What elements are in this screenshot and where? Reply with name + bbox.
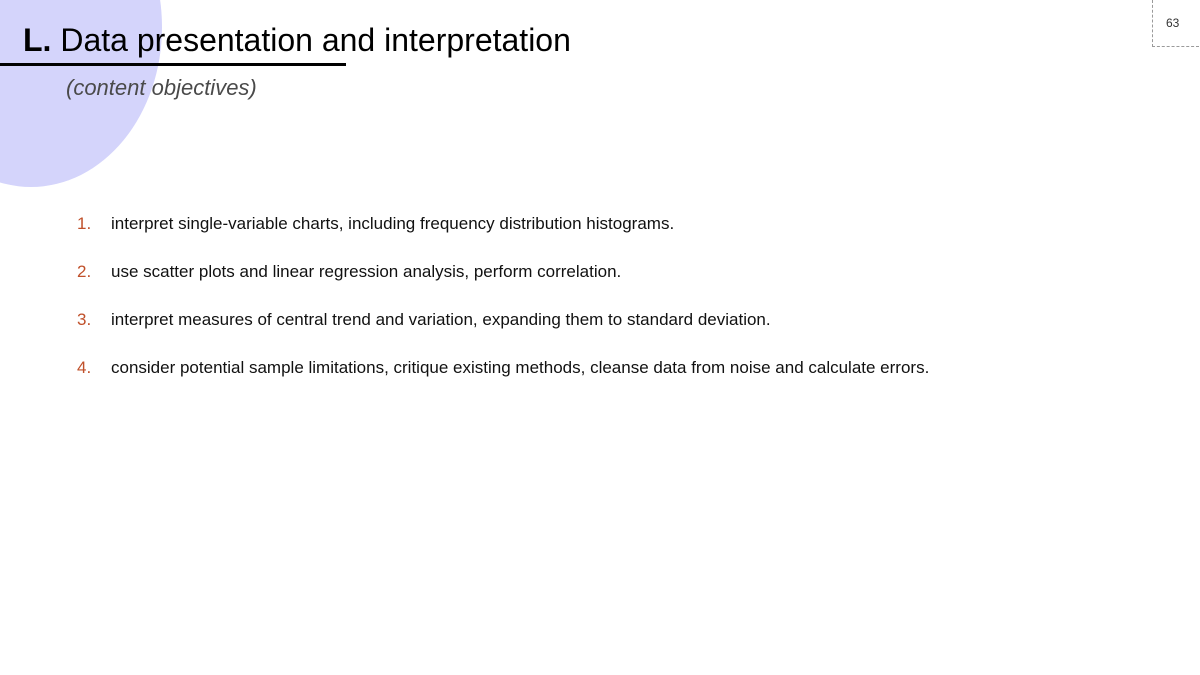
title-prefix: L. xyxy=(23,22,52,58)
objective-number: 2. xyxy=(77,262,92,281)
objective-number: 3. xyxy=(77,310,92,329)
slide-title xyxy=(23,20,571,60)
title-text: Data presentation and interpretation xyxy=(60,22,571,58)
objective-text: use scatter plots and linear regression analysis, perform correlation. xyxy=(111,262,622,281)
title-underline xyxy=(0,63,346,66)
objective-number: 4. xyxy=(77,358,92,377)
slide-subtitle: (content objectives) xyxy=(66,75,257,100)
page-number: 63 xyxy=(1166,16,1180,30)
objective-number: 1. xyxy=(77,214,92,233)
objective-text: interpret measures of central trend and variation, expanding them to standard deviation. xyxy=(111,310,771,329)
objective-text: consider potential sample limitations, critique existing methods, cleanse data from noise and calculate errors. xyxy=(111,358,930,377)
objective-text: interpret single-variable charts, including frequency distribution histograms. xyxy=(111,214,675,233)
